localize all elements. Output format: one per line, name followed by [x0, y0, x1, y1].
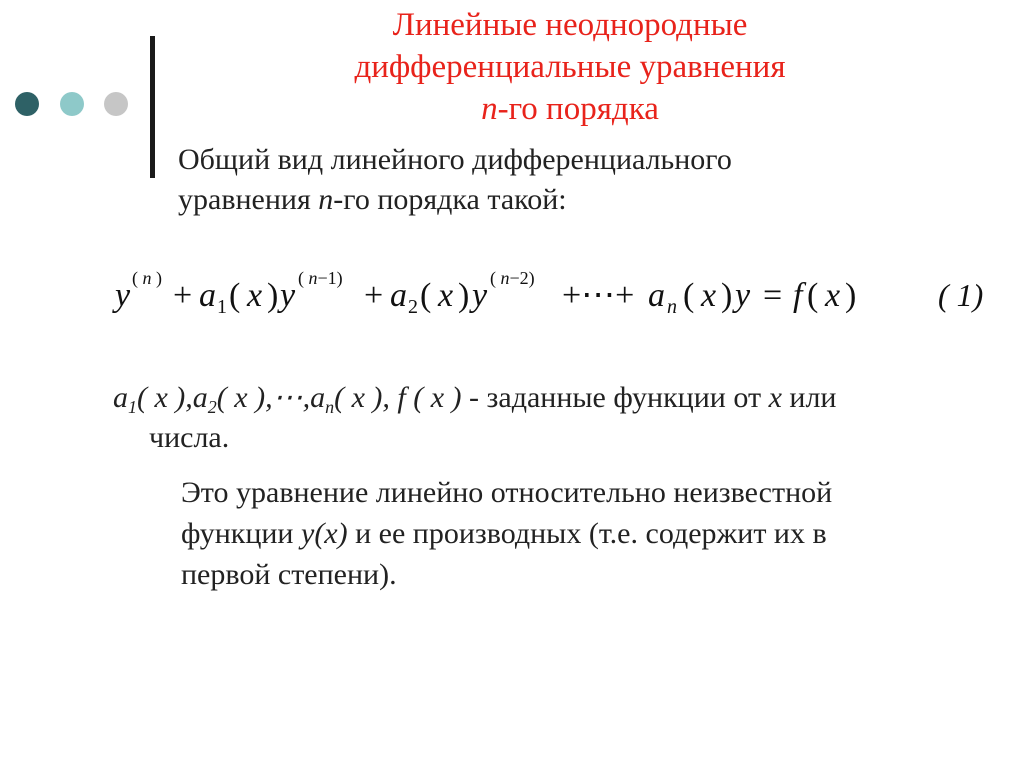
- svg-text:a: a: [390, 277, 407, 314]
- linearity-note: [181, 472, 981, 595]
- svg-text:): ): [845, 277, 857, 314]
- svg-text:a: a: [199, 277, 216, 314]
- svg-text:y: y: [280, 277, 296, 314]
- svg-text:f: f: [793, 277, 803, 314]
- note-line-3: первой степени).: [181, 558, 397, 591]
- given-text-pre: - заданные функции от: [461, 381, 769, 414]
- note-line-2: [181, 513, 981, 554]
- intro-line-2-pre: уравнения: [178, 183, 319, 216]
- svg-text:): ): [267, 277, 279, 314]
- svg-text:+: +: [364, 277, 384, 314]
- svg-text:y: y: [472, 277, 488, 314]
- equation-number: ( 1): [938, 277, 984, 313]
- given-line-2: числа.: [149, 421, 230, 454]
- equation-formula: [0, 250, 1024, 330]
- title-line-1: Линейные неоднородные: [392, 7, 748, 43]
- svg-text:y: y: [735, 277, 751, 314]
- light-teal-dot-icon: [60, 92, 84, 116]
- vertical-divider: [150, 36, 155, 178]
- note-line-2-post: и ее производных (т.е. содержит их в: [347, 517, 827, 550]
- svg-text:): ): [458, 277, 470, 314]
- title-order-text: -го порядка: [497, 91, 659, 127]
- differential-equation: [0, 250, 1024, 330]
- svg-text:x: x: [825, 277, 841, 314]
- svg-text:( n ): ( n ): [132, 268, 162, 288]
- svg-text:n: n: [667, 296, 677, 318]
- svg-text:): ): [721, 277, 733, 314]
- note-line-1: Это уравнение линейно относительно неизвестной: [181, 476, 833, 509]
- svg-text:(: (: [229, 277, 241, 314]
- svg-text:x: x: [438, 277, 454, 314]
- svg-text:( n−1): ( n−1): [298, 268, 343, 288]
- intro-order-variable: n: [318, 183, 334, 216]
- svg-text:x: x: [701, 277, 717, 314]
- title-line-2: дифференциальные уравнения: [354, 49, 786, 85]
- svg-text:1: 1: [217, 296, 227, 318]
- svg-text:(: (: [420, 277, 432, 314]
- title-order-variable: n: [481, 91, 498, 127]
- svg-text:2: 2: [408, 296, 418, 318]
- svg-text:y: y: [115, 277, 131, 314]
- intro-paragraph: [178, 140, 978, 220]
- title-line-3: [250, 88, 890, 130]
- intro-line-2: [178, 180, 978, 220]
- given-line-1: [113, 378, 993, 418]
- svg-text:=: =: [763, 277, 783, 314]
- given-variable: x: [768, 381, 782, 414]
- given-functions-formula: $a_1$( x )$,a_2$( x )$,\cdots,a_n$( x ), f ( x ): [113, 381, 462, 417]
- svg-text:x: x: [247, 277, 263, 314]
- note-function: y(x): [301, 517, 348, 550]
- grey-dot-icon: [104, 92, 128, 116]
- svg-text:(: (: [807, 277, 819, 314]
- svg-text:a: a: [648, 277, 665, 314]
- svg-text:(: (: [683, 277, 695, 314]
- intro-line-1: Общий вид линейного дифференциального: [178, 143, 732, 176]
- svg-text:( n−2): ( n−2): [490, 268, 535, 288]
- given-text-post: или: [781, 381, 837, 414]
- svg-text:+⋯+: +⋯+: [562, 277, 635, 314]
- intro-line-2-post: -го порядка такой:: [333, 183, 567, 216]
- given-functions-paragraph: [113, 378, 993, 458]
- slide-title: [250, 4, 890, 130]
- svg-text:+: +: [173, 277, 193, 314]
- note-line-2-pre: функции: [181, 517, 301, 550]
- teal-dot-icon: [15, 92, 39, 116]
